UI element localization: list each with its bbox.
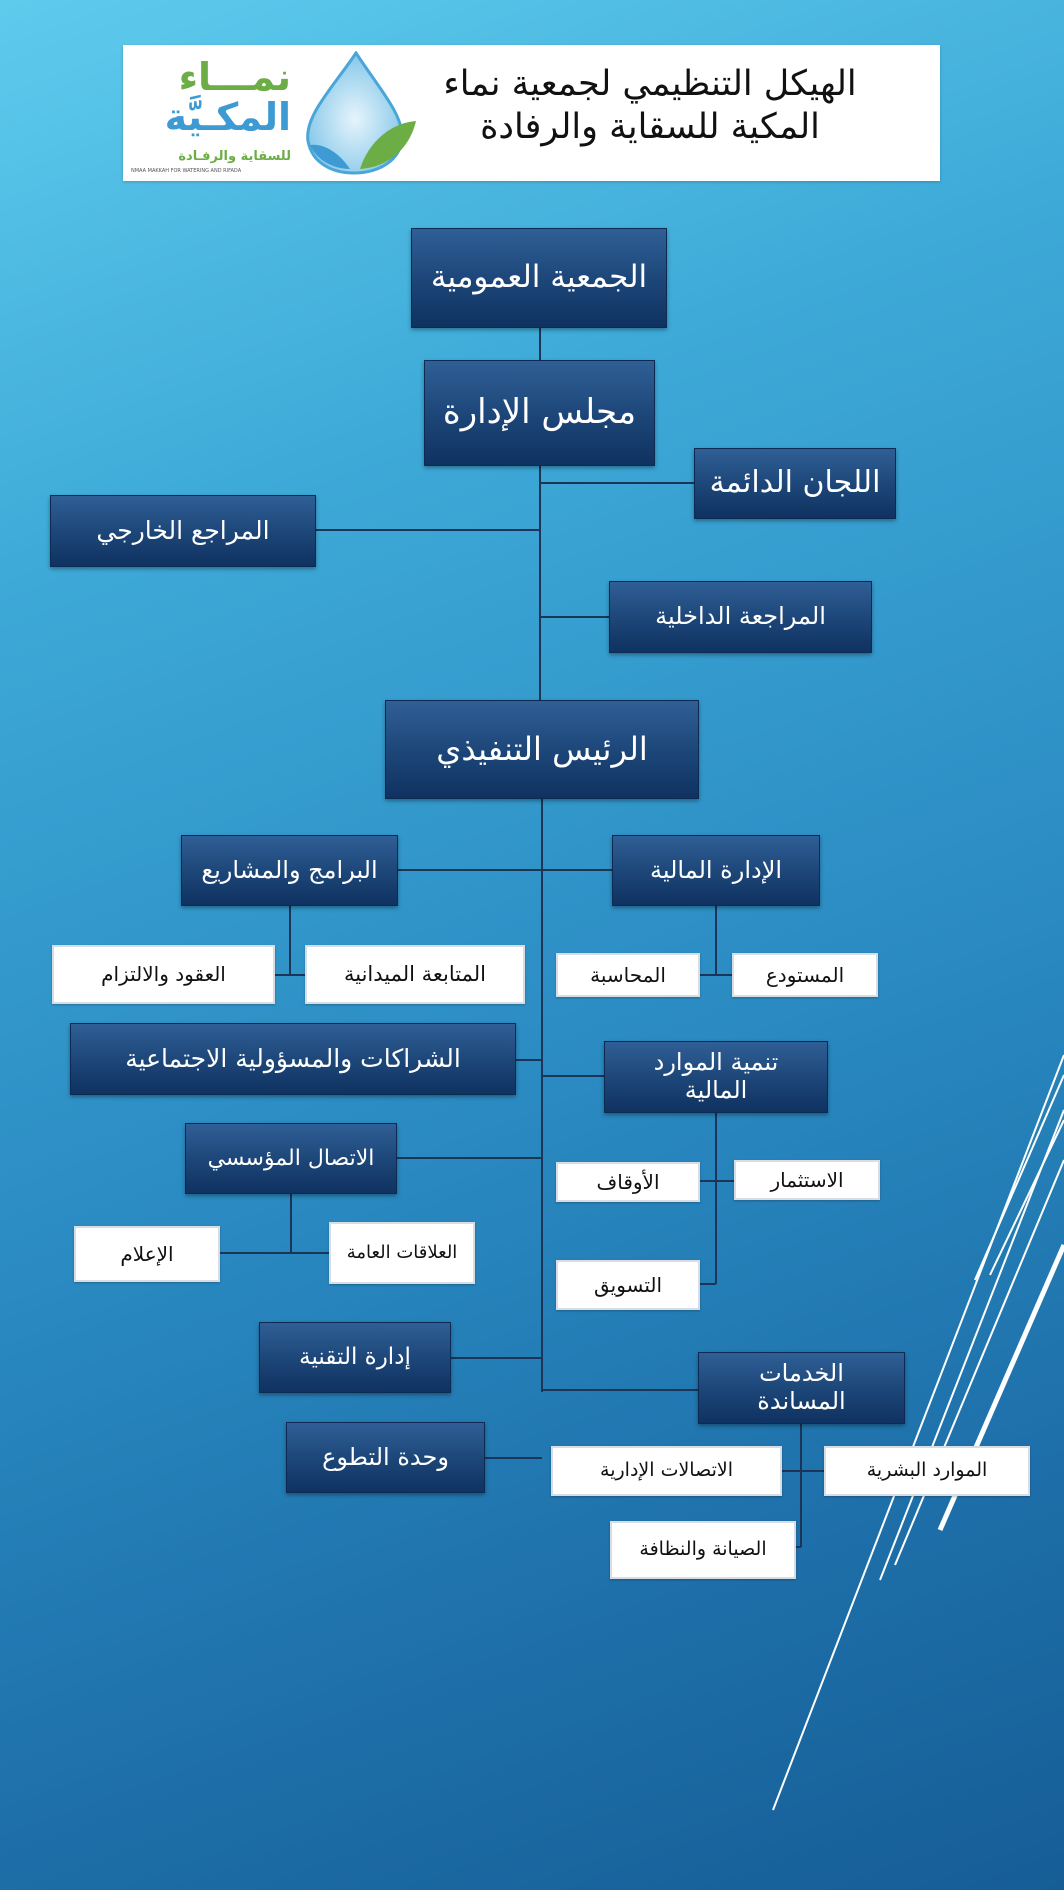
investment-box (734, 1160, 880, 1200)
internal-audit-label: المراجعة الداخلية (655, 602, 826, 631)
warehouse-label: المستودع (765, 962, 845, 987)
external-auditor-box (50, 495, 316, 567)
logo-name-line-2: المكـيَّة (164, 95, 291, 139)
endowments-box (556, 1162, 700, 1202)
programs-projects-box (181, 835, 398, 906)
financial-management-label: الإدارة المالية (649, 855, 783, 884)
investment-label: الاستثمار (770, 1167, 844, 1192)
board-label: مجلس الإدارة (442, 392, 637, 433)
financial-resources-dev-box (604, 1041, 828, 1113)
marketing-box (556, 1260, 700, 1310)
partnerships-csr-box (70, 1023, 516, 1095)
board-box (424, 360, 655, 466)
page-title (380, 63, 920, 148)
support-services-box (698, 1352, 905, 1424)
accounting-label: المحاسبة (590, 962, 666, 987)
page-title-line-1: الهيكل التنظيمي لجمعية نماء (443, 64, 857, 104)
general-assembly-box (411, 228, 667, 328)
warehouse-box (732, 953, 878, 997)
ceo-box (385, 700, 699, 799)
endowments-label: الأوقاف (596, 1169, 660, 1194)
external-auditor-label: المراجع الخارجي (96, 515, 270, 545)
media-label: الإعلام (120, 1241, 174, 1266)
water-drop-leaf-icon (294, 51, 419, 175)
it-management-box (259, 1322, 451, 1393)
public-relations-box (329, 1222, 475, 1284)
maintenance-cleaning-label: الصيانة والنظافة (639, 1538, 767, 1561)
contracts-commitment-label: العقود والالتزام (101, 962, 226, 986)
logo-tagline-ar: للسقاية والرفـادة (178, 149, 291, 164)
financial-management-box (612, 835, 820, 906)
contracts-commitment-box (52, 945, 275, 1004)
media-box (74, 1226, 220, 1282)
human-resources-box (824, 1446, 1030, 1496)
logo-tagline-en: NMAA MAKKAH FOR WATERING AND RIFADA (131, 168, 242, 174)
it-management-label: إدارة التقنية (299, 1344, 411, 1371)
accounting-box (556, 953, 700, 997)
admin-communications-box (551, 1446, 782, 1496)
header-banner (123, 45, 940, 181)
corporate-communication-box (185, 1123, 397, 1194)
general-assembly-label: الجمعية العمومية (430, 259, 648, 296)
logo-name-line-1: نمـــاء (178, 55, 291, 99)
maintenance-cleaning-box (610, 1521, 796, 1579)
standing-committees-box (694, 448, 896, 519)
ceo-label: الرئيس التنفيذي (436, 730, 648, 769)
human-resources-label: الموارد البشرية (866, 1459, 988, 1482)
page-title-line-2: المكية للسقاية والرفادة (480, 106, 820, 147)
admin-communications-label: الاتصالات الإدارية (600, 1459, 733, 1482)
organization-logo (129, 49, 419, 177)
field-followup-box (305, 945, 525, 1004)
public-relations-label: العلاقات العامة (346, 1241, 458, 1263)
volunteering-unit-label: وحدة التطوع (322, 1442, 449, 1471)
support-services-label: الخدمات المساندة (757, 1359, 846, 1415)
internal-audit-box (609, 581, 872, 653)
field-followup-label: المتابعة الميدانية (343, 962, 487, 987)
financial-resources-dev-label: تنمية الموارد المالية (653, 1048, 779, 1104)
corporate-communication-label: الاتصال المؤسسي (207, 1145, 375, 1171)
standing-committees-label: اللجان الدائمة (709, 465, 881, 501)
programs-projects-label: البرامج والمشاريع (201, 855, 378, 884)
volunteering-unit-box (286, 1422, 485, 1493)
marketing-label: التسويق (593, 1272, 663, 1297)
partnerships-csr-label: الشراكات والمسؤولية الاجتماعية (125, 1043, 461, 1073)
